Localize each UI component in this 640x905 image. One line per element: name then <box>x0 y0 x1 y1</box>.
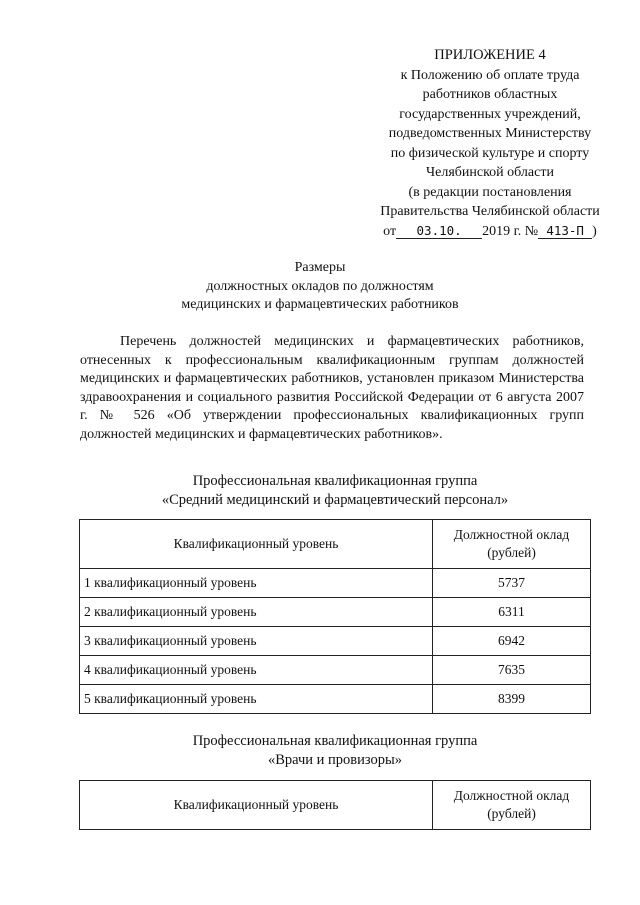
salary-cell: 8399 <box>433 685 591 714</box>
closing-paren: ) <box>592 223 597 239</box>
salary-cell: 6942 <box>433 627 591 656</box>
appendix-title: ПРИЛОЖЕНИЕ 4 <box>434 47 546 63</box>
group-heading-nursing <box>80 472 590 510</box>
table-row <box>80 685 591 714</box>
column-header-salary-line-2: (рублей) <box>487 806 536 821</box>
group-heading-line-2: «Врачи и провизоры» <box>267 752 403 768</box>
handwritten-date: 03.10. <box>396 224 482 239</box>
column-header-salary-line-1: Должностной оклад <box>453 527 570 542</box>
group-heading-doctors <box>80 732 590 770</box>
table-row <box>80 656 591 685</box>
level-cell: 5 квалификационный уровень <box>80 685 433 714</box>
handwritten-number: 413-П <box>538 224 592 239</box>
group-heading-line-1: Профессиональная квалификационная группа <box>192 733 478 749</box>
column-header-salary-line-2: (рублей) <box>487 545 536 560</box>
column-header-salary <box>433 781 591 830</box>
heading-line-2: должностных окладов по должностям <box>206 278 434 294</box>
column-header-level: Квалификационный уровень <box>80 520 433 569</box>
column-header-salary-line-1: Должностной оклад <box>453 788 570 803</box>
appendix-line: по физической культуре и спорту <box>390 145 590 161</box>
heading-line-1: Размеры <box>294 260 346 275</box>
table-row <box>80 569 591 598</box>
table-header-row <box>80 520 591 569</box>
appendix-line: Челябинской области <box>426 165 554 180</box>
salary-cell: 6311 <box>433 598 591 627</box>
appendix-line: работников областных <box>422 87 558 102</box>
document-heading <box>120 259 520 315</box>
group-heading-line-1: Профессиональная квалификационная группа <box>192 473 478 489</box>
salary-table-nursing <box>79 519 591 714</box>
year-text: 2019 г. № <box>482 223 539 239</box>
date-prefix: от <box>383 223 397 239</box>
table-row <box>80 627 591 656</box>
salary-table-doctors <box>79 780 591 830</box>
appendix-line: государственных учреждений, <box>399 106 581 122</box>
appendix-line: к Положению об оплате труда <box>400 67 580 83</box>
appendix-block <box>330 46 640 241</box>
salary-cell: 5737 <box>433 569 591 598</box>
appendix-line: подведомственных Министерству <box>388 126 592 141</box>
resolution-date-line <box>330 222 640 242</box>
level-cell: 1 квалификационный уровень <box>80 569 433 598</box>
level-cell: 2 квалификационный уровень <box>80 598 433 627</box>
level-cell: 3 квалификационный уровень <box>80 627 433 656</box>
column-header-salary <box>433 520 591 569</box>
table-row <box>80 598 591 627</box>
level-cell: 4 квалификационный уровень <box>80 656 433 685</box>
appendix-line: Правительства Челябинской области <box>380 204 600 219</box>
appendix-line: (в редакции постановления <box>408 184 572 200</box>
column-header-level: Квалификационный уровень <box>80 781 433 830</box>
table-header-row <box>80 781 591 830</box>
salary-cell: 7635 <box>433 656 591 685</box>
heading-line-3: медицинских и фармацевтических работников <box>181 297 459 312</box>
group-heading-line-2: «Средний медицинский и фармацевтический персонал» <box>161 492 509 508</box>
intro-paragraph: Перечень должностей медицинских и фармацевтических работников, отнесенных к профессиональным квалификационным группам должностей медицинских и фармацевтических работников, установлен приказом Министерства здравоохранения и социального развития Российской Федерации от 6 августа 2007 г. № 526 «Об утверждении профессиональных квалификационных групп должностей медицинских и фармацевтических работников». <box>80 334 584 442</box>
